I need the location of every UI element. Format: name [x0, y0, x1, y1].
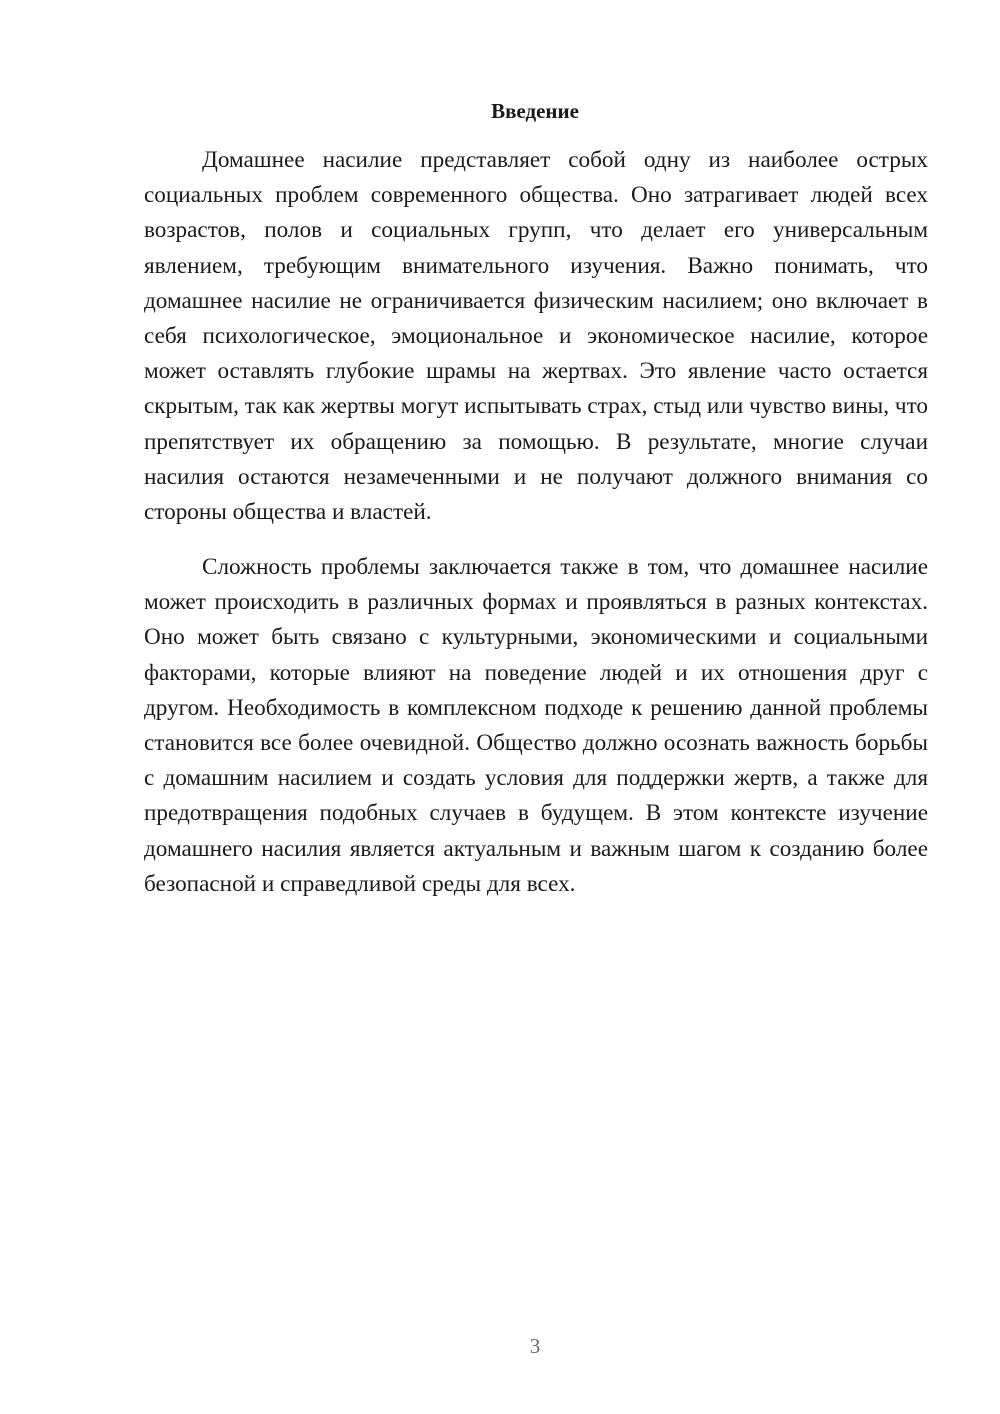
paragraph-1: Домашнее насилие представляет собой одну из наиболее острых социальных проблем современного общества. Оно затрагивает людей всех возрастов, полов и социальных групп, что делает его универсальным явлением, требующим внимательного изучения. Важно понимать, что домашнее насилие не ограничивается физическим насилием; оно включает в себя психологическое, эмоциональное и экономическое насилие, которое может оставлять глубокие шрамы на жертвах. Это явление часто остается скрытым, так как жертвы могут испытывать страх, стыд или чувство вины, что препятствует их обращению за помощью. В результате, многие случаи насилия остаются незамеченными и не получают должного внимания со стороны общества и властей. — [144, 147, 928, 526]
section-title: Введение — [491, 99, 579, 123]
paragraph-2: Сложность проблемы заключается также в том, что домашнее насилие может происходить в различных формах и проявляться в разных контекстах. Оно может быть связано с культурными, экономическими и социальными факторами, которые влияют на поведение людей и их отношения друг с другом. Необходимость в комплексном подходе к решению данной проблемы становится все более очевидной. Общество должно осознать важность борьбы с домашним насилием и создать условия для поддержки жертв, а также для предотвращения подобных случаев в будущем. В этом контексте изучение домашнего насилия является актуальным и важным шагом к созданию более безопасной и справедливой среды для всех. — [144, 554, 928, 897]
page-number: 3 — [529, 1334, 541, 1358]
